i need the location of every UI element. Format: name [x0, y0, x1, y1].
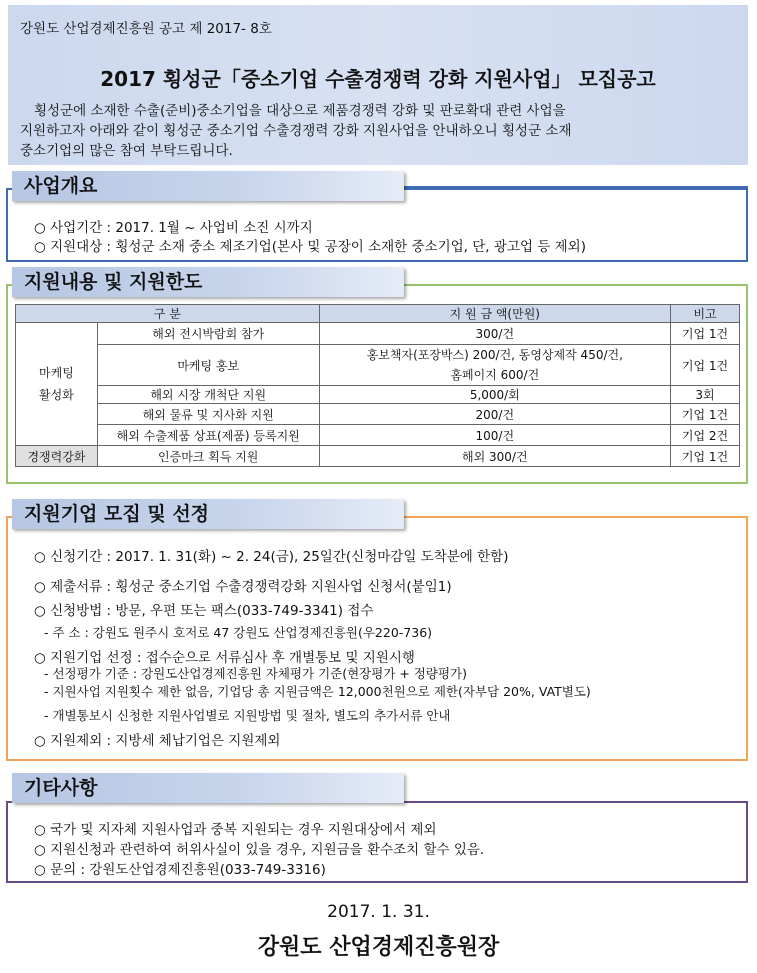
group-label-line-2: 활성화 [39, 388, 74, 402]
row-amount [319, 345, 671, 386]
recruit-notice: - 개별통보시 신청한 지원사업별로 지원방법 및 절차, 별도의 추가서류 안내 [44, 708, 451, 723]
row-item: 해외 시장 개척단 지원 [97, 386, 319, 404]
row-item: 해외 물류 및 지사화 지원 [97, 404, 319, 425]
table-row [16, 425, 740, 446]
row-note: 기업 1건 [671, 404, 740, 425]
row-note: 기업 1건 [671, 446, 740, 467]
col-header-amount: 지 원 금 액(만원) [319, 305, 671, 323]
recruit-documents: ○ 제출서류 : 횡성군 중소기업 수출경쟁력강화 지원사업 신청서(붙임1) [34, 579, 452, 595]
other-line-contact: ○ 문의 : 강원도산업경제진흥원(033-749-3316) [34, 862, 326, 878]
footer-organization: 강원도 산업경제진흥원장 [257, 935, 500, 960]
table-row [16, 404, 740, 425]
row-item: 마케팅 홍보 [97, 345, 319, 386]
row-amount: 100/건 [319, 425, 671, 446]
recruit-criteria: - 선정평가 기준 : 강원도산업경제진흥원 자체평가 기준(현장평가 + 정량평가) [44, 666, 467, 681]
table-row [16, 323, 740, 345]
recruit-heading: 지원기업 모집 및 선정 [12, 499, 404, 529]
intro-line-2: 지원하고자 아래와 같이 횡성군 중소기업 수출경쟁력 강화 지원사업을 안내하오니 횡성군 소재 [20, 123, 572, 139]
row-amount: 300/건 [319, 323, 671, 345]
recruit-address: - 주 소 : 강원도 원주시 호저로 47 강원도 산업경제진흥원(우220-736) [44, 625, 433, 640]
other-line-refund: ○ 지원신청과 관련하여 허위사실이 있을 경우, 지원금을 환수조치 할수 있음. [34, 842, 485, 858]
row-note: 기업 1건 [671, 345, 740, 386]
group-cell-competitiveness: 경쟁력강화 [16, 446, 98, 467]
recruit-selection: ○ 지원기업 선정 : 접수순으로 서류심사 후 개별통보 및 지원시행 [34, 650, 415, 666]
row-note: 기업 1건 [671, 323, 740, 345]
col-header-category: 구 분 [16, 305, 320, 323]
footer-date: 2017. 1. 31. [327, 902, 430, 922]
support-table [15, 304, 740, 467]
overview-heading: 사업개요 [12, 171, 404, 201]
row-note: 기업 2건 [671, 425, 740, 446]
row-note: 3회 [671, 386, 740, 404]
recruit-method: ○ 신청방법 : 방문, 우편 또는 팩스(033-749-3341) 접수 [34, 603, 374, 619]
row-item: 인증마크 획득 지원 [97, 446, 319, 467]
table-row [16, 446, 740, 467]
intro-line-1: 횡성군에 소재한 수출(준비)중소기업을 대상으로 제품경쟁력 강화 및 판로확대 관련 사업을 [34, 103, 566, 119]
table-header-row [16, 305, 740, 323]
other-heading: 기타사항 [12, 773, 404, 803]
row-item: 해외 수출제품 상표(제품) 등록지원 [97, 425, 319, 446]
group-label-line-1: 마케팅 [39, 366, 74, 380]
recruit-period: ○ 신청기간 : 2017. 1. 31(화) ~ 2. 24(금), 25일간(신청마감일 도착분에 한함) [34, 549, 509, 565]
overview-period: ○ 사업기간 : 2017. 1월 ~ 사업비 소진 시까지 [34, 220, 313, 236]
intro-line-3: 중소기업의 많은 참여 부탁드립니다. [20, 143, 233, 159]
row-amount: 5,000/회 [319, 386, 671, 404]
row-item: 해외 전시박람회 참가 [97, 323, 319, 345]
row-amount-line-1: 홍보책자(포장박스) 200/건, 동영상제작 450/건, [366, 348, 623, 362]
overview-target: ○ 지원대상 : 횡성군 소재 중소 제조기업(본사 및 공장이 소재한 중소기업, 단, 광고업 등 제외) [34, 239, 586, 255]
overview-rule [396, 186, 748, 188]
support-heading: 지원내용 및 지원한도 [12, 267, 404, 297]
col-header-note: 비고 [671, 305, 740, 323]
header-band [8, 5, 748, 165]
table-row [16, 345, 740, 386]
intro-paragraph [20, 101, 740, 161]
other-line-duplicate: ○ 국가 및 지자체 지원사업과 중복 지원되는 경우 지원대상에서 제외 [34, 822, 437, 838]
recruit-limit: - 지원사업 지원횟수 제한 없음, 기업당 총 지원금액은 12,000천원으로 제한(자부담 20%, VAT별도) [44, 684, 591, 699]
recruit-exclusion: ○ 지원제외 : 지방세 체납기업은 지원제외 [34, 733, 281, 749]
group-cell-marketing [16, 323, 98, 446]
row-amount-line-2: 홈페이지 600/건 [450, 368, 540, 382]
row-amount: 해외 300/건 [319, 446, 671, 467]
notice-number: 강원도 산업경제진흥원 공고 제 2017- 8호 [20, 21, 272, 37]
table-row [16, 386, 740, 404]
row-amount: 200/건 [319, 404, 671, 425]
page-title: 2017 횡성군「중소기업 수출경쟁력 강화 지원사업」 모집공고 [100, 67, 656, 91]
